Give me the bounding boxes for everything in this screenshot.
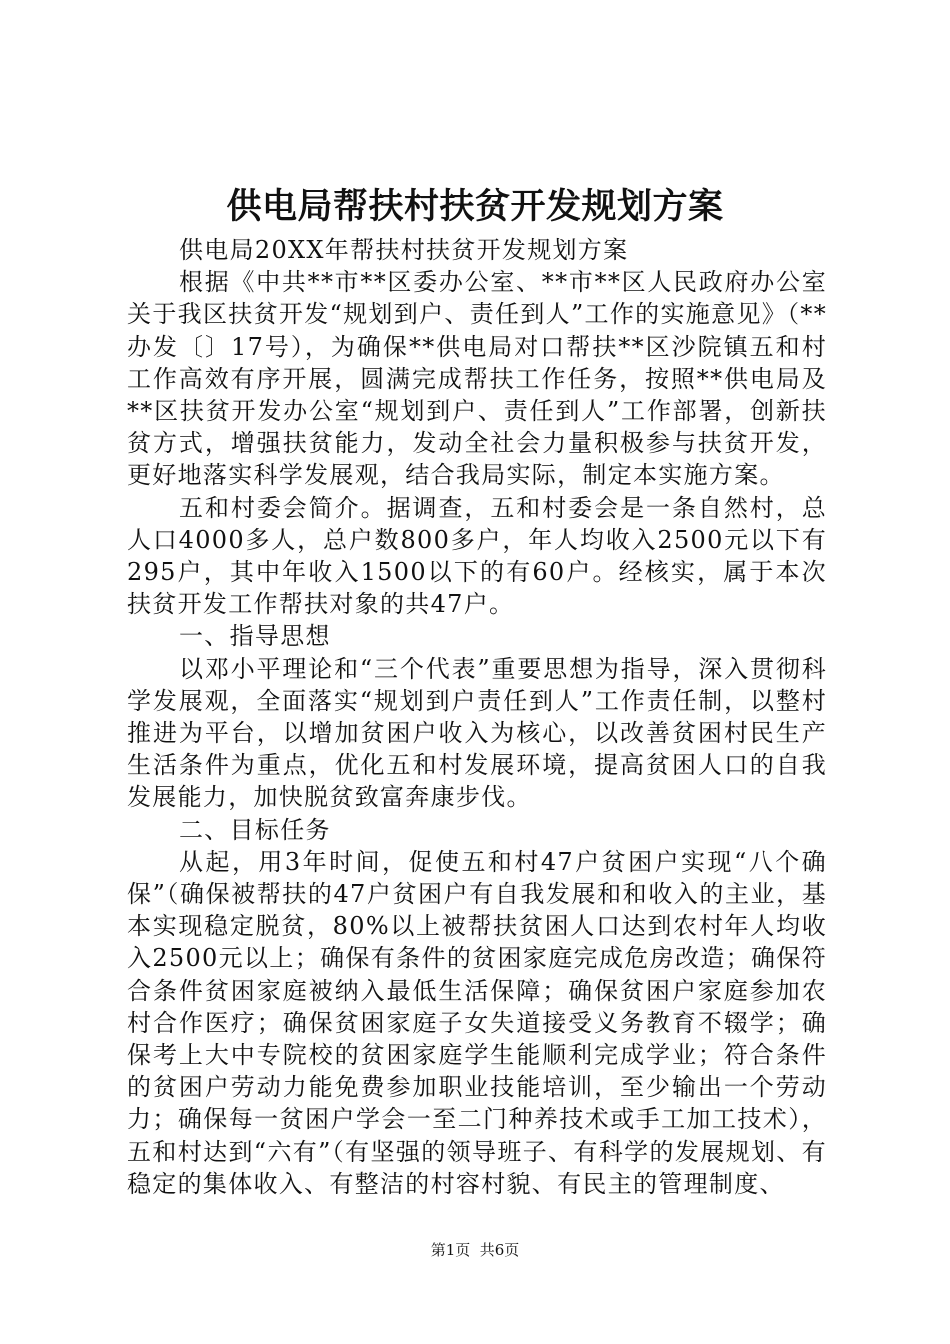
document-title: 供电局帮扶村扶贫开发规划方案 <box>226 186 724 227</box>
page-number: 第1页 共6页 <box>430 1241 520 1259</box>
paragraph-basis: 根据《中共**市**区委办公室、**市**区人民政府办公室关于我区扶贫开发“规划到户、责任到人”工作的实施意见》（**办发〔〕17号），为确保**供电局对口帮扶**区沙院镇五和村工作高效有序开展，圆满完成帮扶工作任务，按照**供电局及**区扶贫开发办公室“规划到户、责任到人”工作部署，创新扶贫方式，增强扶贫能力，发动全社会力量积极参与扶贫开发，更好地落实科学发展观，结合我局实际，制定本实施方案。 <box>127 268 827 490</box>
paragraph-village-intro: 五和村委会简介。据调查，五和村委会是一条自然村，总人口4000多人，总户数800多户，年人均收入2500元以下有295户，其中年收入1500以下的有60户。经核实，属于本次扶贫开发工作帮扶对象的共47户。 <box>127 493 827 619</box>
section-heading-guiding-ideology: 一、指导思想 <box>179 622 331 651</box>
document-body <box>127 234 827 1200</box>
paragraph-objectives: 从起，用3年时间，促使五和村47户贫困户实现“八个确保”（确保被帮扶的47户贫困户有自我发展和和收入的主业，基本实现稳定脱贫，80%以上被帮扶贫困人口达到农村年人均收入2500元以上；确保有条件的贫困家庭完成危房改造；确保符合条件贫困家庭被纳入最低生活保障；确保贫困户家庭参加农村合作医疗；确保贫困家庭子女失道接受义务教育不辍学；确保考上大中专院校的贫困家庭学生能顺利完成学业；符合条件的贫困户劳动力能免费参加职业技能培训，至少输出一个劳动力；确保每一贫困户学会一至二门种养技术或手工加工技术），五和村达到“六有”（有坚强的领导班子、有科学的发展规划、有稳定的集体收入、有整洁的村容村貌、有民主的管理制度、 <box>127 847 827 1198</box>
paragraph-guiding-ideology: 以邓小平理论和“三个代表”重要思想为指导，深入贯彻科学发展观，全面落实“规划到户责任到人”工作责任制，以整村推进为平台，以增加贫困户收入为核心，以改善贫困村民生产生活条件为重点，优化五和村发展环境，提高贫困人口的自我发展能力，加快脱贫致富奔康步伐。 <box>127 654 827 812</box>
section-heading-objectives: 二、目标任务 <box>179 815 331 844</box>
paragraph-subtitle: 供电局20XX年帮扶村扶贫开发规划方案 <box>179 236 629 264</box>
page-footer <box>0 1240 950 1260</box>
